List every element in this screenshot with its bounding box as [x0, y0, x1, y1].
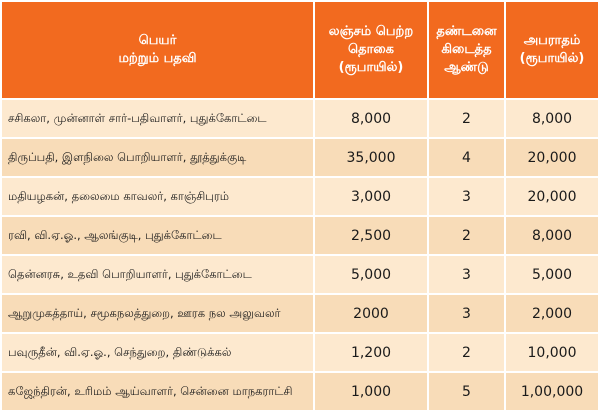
header-years-line2: கிடைத்த: [441, 42, 492, 57]
header-years-line1: தண்டனை: [436, 24, 497, 39]
cell-amount: 35,000: [314, 138, 428, 177]
cell-fine: 8,000: [505, 99, 598, 138]
table-row: [2, 294, 598, 333]
table-row: [2, 138, 598, 177]
table-row: [2, 177, 598, 216]
header-amount-line1: லஞ்சம் பெற்ற: [328, 24, 414, 39]
header-amount-line2: தொகை: [348, 42, 394, 57]
cell-amount: 8,000: [314, 99, 428, 138]
table-row: [2, 216, 598, 255]
cell-amount: 3,000: [314, 177, 428, 216]
header-amount-line3: (ரூபாயில்): [338, 60, 404, 75]
cell-name: பவுருதீன், வி.ஏ.ஓ., செந்துறை, திண்டுக்கல்: [2, 333, 314, 372]
header-name-designation: [2, 2, 314, 99]
header-name-line1: பெயர்: [138, 33, 177, 48]
bribery-cases-table: [2, 2, 598, 412]
header-fine-line2: (ரூபாயில்): [519, 51, 585, 66]
cell-years: 2: [428, 333, 505, 372]
cell-name: மதியழகன், தலைமை காவலர், காஞ்சிபுரம்: [2, 177, 314, 216]
cell-fine: 1,00,000: [505, 372, 598, 411]
cell-years: 4: [428, 138, 505, 177]
table-row: [2, 372, 598, 411]
header-years-line3: ஆண்டு: [444, 60, 489, 75]
header-bribe-amount: [314, 2, 428, 99]
header-row: [2, 2, 598, 99]
cell-name: சசிகலா, முன்னாள் சார்-பதிவாளர், புதுக்கோட்டை: [2, 99, 314, 138]
cell-amount: 2000: [314, 294, 428, 333]
cell-years: 3: [428, 255, 505, 294]
cell-fine: 5,000: [505, 255, 598, 294]
cell-years: 5: [428, 372, 505, 411]
cell-amount: 2,500: [314, 216, 428, 255]
cell-fine: 2,000: [505, 294, 598, 333]
cell-years: 2: [428, 216, 505, 255]
table-row: [2, 99, 598, 138]
cell-name: ஆறுமுகத்தாய், சமூகநலத்துறை, ஊரக நல அலுவலர்: [2, 294, 314, 333]
table-row: [2, 333, 598, 372]
header-name-line2: மற்றும் பதவி: [118, 51, 197, 66]
header-fine-line1: அபராதம்: [523, 33, 581, 48]
cell-years: 3: [428, 294, 505, 333]
cell-years: 2: [428, 99, 505, 138]
cell-fine: 20,000: [505, 138, 598, 177]
table-body: [2, 99, 598, 411]
cell-name: கஜேந்திரன், உரிமம் ஆய்வாளர், சென்னை மாநகராட்சி: [2, 372, 314, 411]
cell-name: திருப்பதி, இளநிலை பொறியாளர், தூத்துக்குடி: [2, 138, 314, 177]
cell-fine: 20,000: [505, 177, 598, 216]
cell-name: தென்னரசு, உதவி பொறியாளர், புதுக்கோட்டை: [2, 255, 314, 294]
bribery-table-container: [2, 2, 598, 411]
cell-years: 3: [428, 177, 505, 216]
cell-amount: 1,200: [314, 333, 428, 372]
cell-amount: 5,000: [314, 255, 428, 294]
table-header: [2, 2, 598, 99]
header-fine: [505, 2, 598, 99]
cell-fine: 8,000: [505, 216, 598, 255]
header-sentence-years: [428, 2, 505, 99]
table-row: [2, 255, 598, 294]
cell-amount: 1,000: [314, 372, 428, 411]
cell-fine: 10,000: [505, 333, 598, 372]
cell-name: ரவி, வி.ஏ.ஓ., ஆலங்குடி, புதுக்கோட்டை: [2, 216, 314, 255]
